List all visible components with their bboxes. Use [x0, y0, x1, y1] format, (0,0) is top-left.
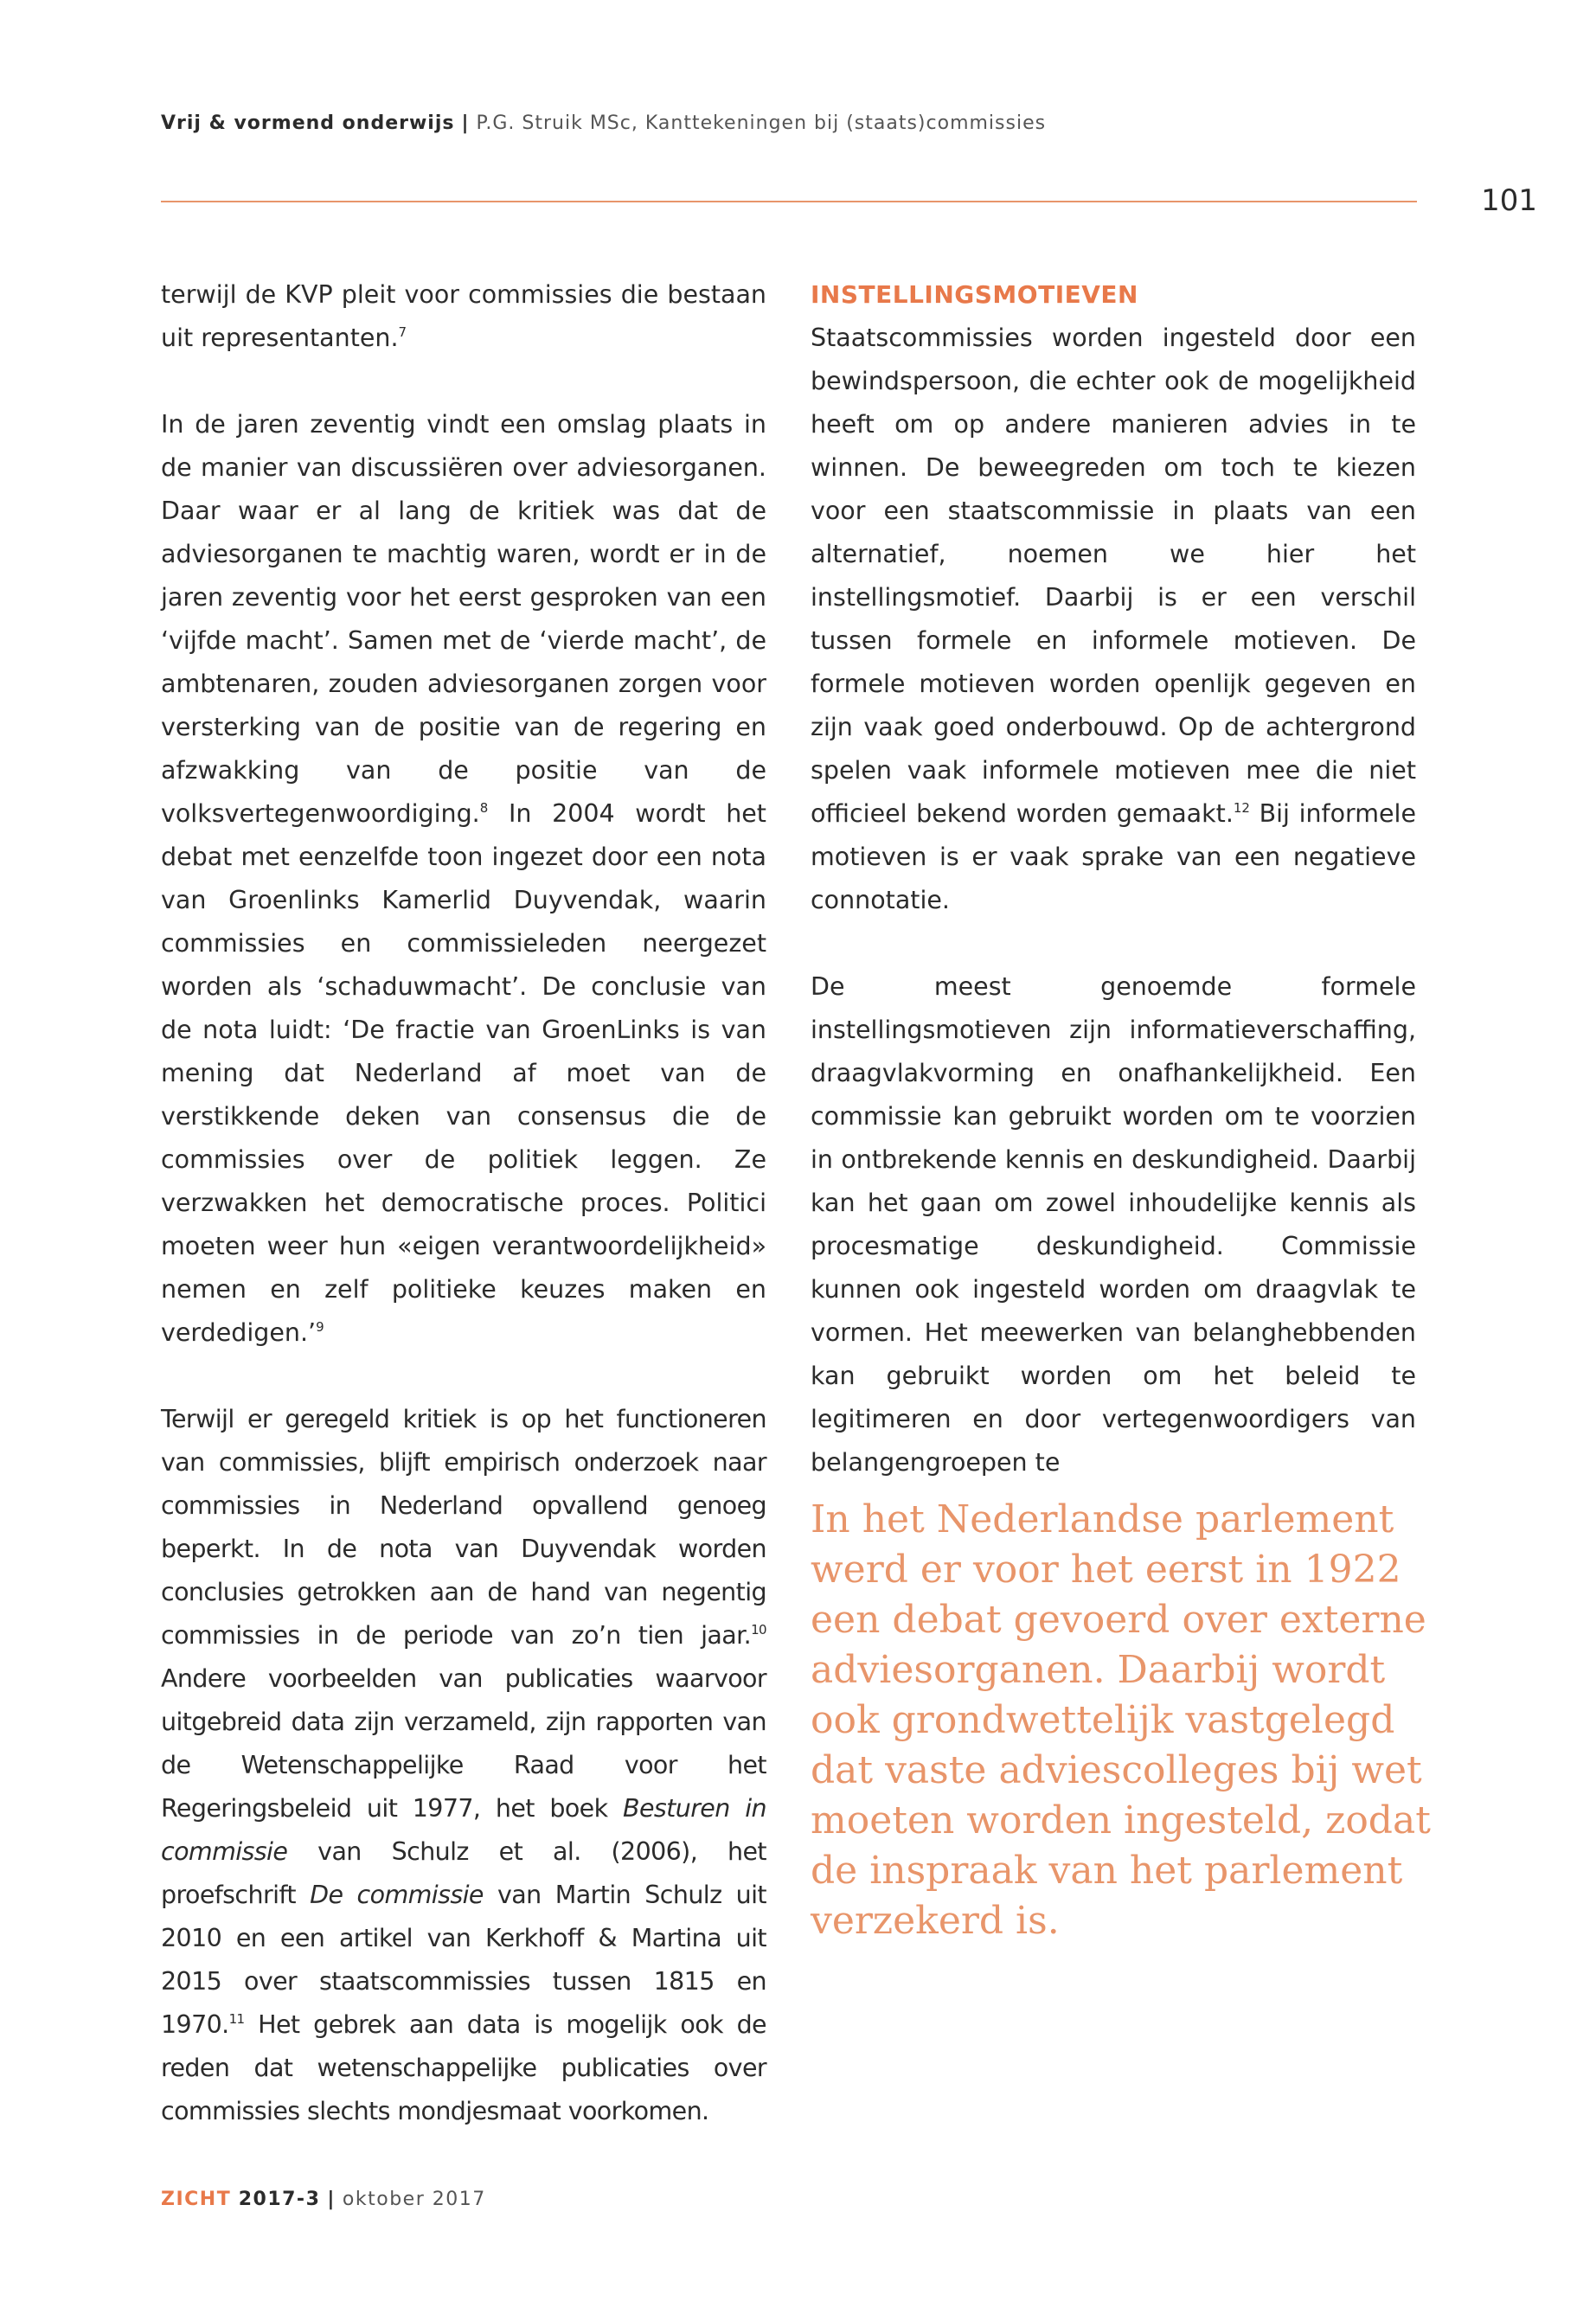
- series-title: Vrij & vormend onderwijs: [161, 112, 455, 134]
- paragraph: In de jaren zeventig vindt een omslag plaats in de manier van discussiëren over adviesorganen. Daar waar er al lang de kritiek was dat de adviesorganen te machtig waren, wordt er in de jaren zeventig voor het eerst gesproken van een ‘vijfde macht’. Samen met de ‘vierde macht’, de ambtenaren, zouden adviesorganen zorgen voor versterking van de positie van de regering en afzwakking van de positie van de volksvertegenwoordiging.$^8$ In 2004 wordt het debat met eenzelfde toon ingezet door een nota van Groenlinks Kamerlid Duyvendak, waarin commissies en commissieleden neergezet worden als ‘schaduwmacht’. De conclusie van de nota luidt: ‘De fractie van GroenLinks is van mening dat Nederland af moet van de verstikkende deken van consensus die de commissies over de politiek leggen. Ze verzwakken het democratische proces. Politici moeten weer hun «eigen verantwoordelijkheid» nemen en zelf politieke keuzes maken en verdedigen.’$^9$: [161, 410, 766, 1347]
- thesis-title: De commissie: [310, 1881, 484, 1909]
- magazine-name: ZICHT: [161, 2189, 232, 2210]
- footnote-ref[interactable]: 11: [228, 2011, 245, 2027]
- footnote-ref[interactable]: 8: [479, 800, 489, 816]
- footer: [161, 2189, 486, 2210]
- issue-date: oktober 2017: [342, 2189, 486, 2210]
- article-subtitle: P.G. Struik MSc, Kanttekeningen bij (staats)commissies: [476, 112, 1047, 134]
- left-column: [161, 273, 766, 2133]
- header-separator: |: [461, 112, 470, 134]
- header-rule: [161, 201, 1417, 202]
- section-heading: INSTELLINGSMOTIEVEN: [811, 280, 1138, 309]
- paragraph: De meest genoemde formele instellingsmotieven zijn informatieverschaffing, draagvlakvorming en onafhankelijkheid. Een commissie kan gebruikt worden om te voorzien in ontbrekende kennis en deskundigheid. Daarbij kan het gaan om zowel inhoudelijke kennis als procesmatige deskundigheid. Commissie kunnen ook ingesteld worden om draagvlak te vormen. Het meewerken van belanghebbenden kan gebruikt worden om het beleid te legitimeren en door vertegenwoordigers van belangengroepen te: [811, 972, 1416, 1477]
- page-number: 101: [1481, 183, 1537, 218]
- footnote-ref[interactable]: 7: [398, 324, 407, 340]
- paragraph: terwijl de KVP pleit voor commissies die bestaan uit representanten.$^7$: [161, 280, 766, 352]
- paragraph: Staatscommissies worden ingesteld door een bewindspersoon, die echter ook de mogelijkheid heeft om op andere manieren advies in te winnen. De beweegreden om toch te kiezen voor een staatscommissie in plaats van een alternatief, noemen we hier het instellingsmotief. Daarbij is er een verschil tussen formele en informele motieven. De formele motieven worden openlijk gegeven en zijn vaak goed onderbouwd. Op de achtergrond spelen vaak informele motieven mee die niet officieel bekend worden gemaakt.$^{12}$ Bij informele motieven is er vaak sprake van een negatieve connotatie.: [811, 324, 1416, 914]
- running-header: [161, 112, 1046, 134]
- right-column: [811, 273, 1416, 1484]
- paragraph: Terwijl er geregeld kritiek is op het functioneren van commissies, blijft empirisch onderzoek naar commissies in Nederland opvallend genoeg beperkt. In de nota van Duyvendak worden conclusies getrokken aan de hand van negentig commissies in de periode van zo’n tien jaar.$^{10}$ Andere voorbeelden van publicaties waarvoor uitgebreid data zijn verzameld, zijn rapporten van de Wetenschappelijke Raad voor het Regeringsbeleid uit 1977, het boek Besturen in commissie van Schulz et al. (2006), het proefschrift De commissie van Martin Schulz uit 2010 en een artikel van Kerkhoff & Martina uit 2015 over staatscommissies tussen 1815 en 1970.11 Het gebrek aan data is mogelijk ook de reden dat wetenschappelijke publicaties over commissies slechts mondjesmaat voorkomen.: [161, 1405, 767, 2125]
- footnote-ref[interactable]: 9: [316, 1319, 324, 1335]
- pull-quote: In het Nederlandse parlement werd er voor het eerst in 1922 een debat gevoerd over externe adviesorganen. Daarbij wordt ook grondwettelijk vastgelegd dat vaste adviescolleges bij wet moeten worden ingesteld, zodat de inspraak van het parlement verzekerd is.: [811, 1497, 1431, 1943]
- footnote-ref[interactable]: 12: [1233, 800, 1250, 816]
- footer-separator: |: [327, 2189, 336, 2210]
- book-title: Besturen in commissie: [161, 1794, 766, 1866]
- footnote-ref[interactable]: 10: [751, 1622, 766, 1638]
- issue-number: 2017-3: [238, 2189, 321, 2210]
